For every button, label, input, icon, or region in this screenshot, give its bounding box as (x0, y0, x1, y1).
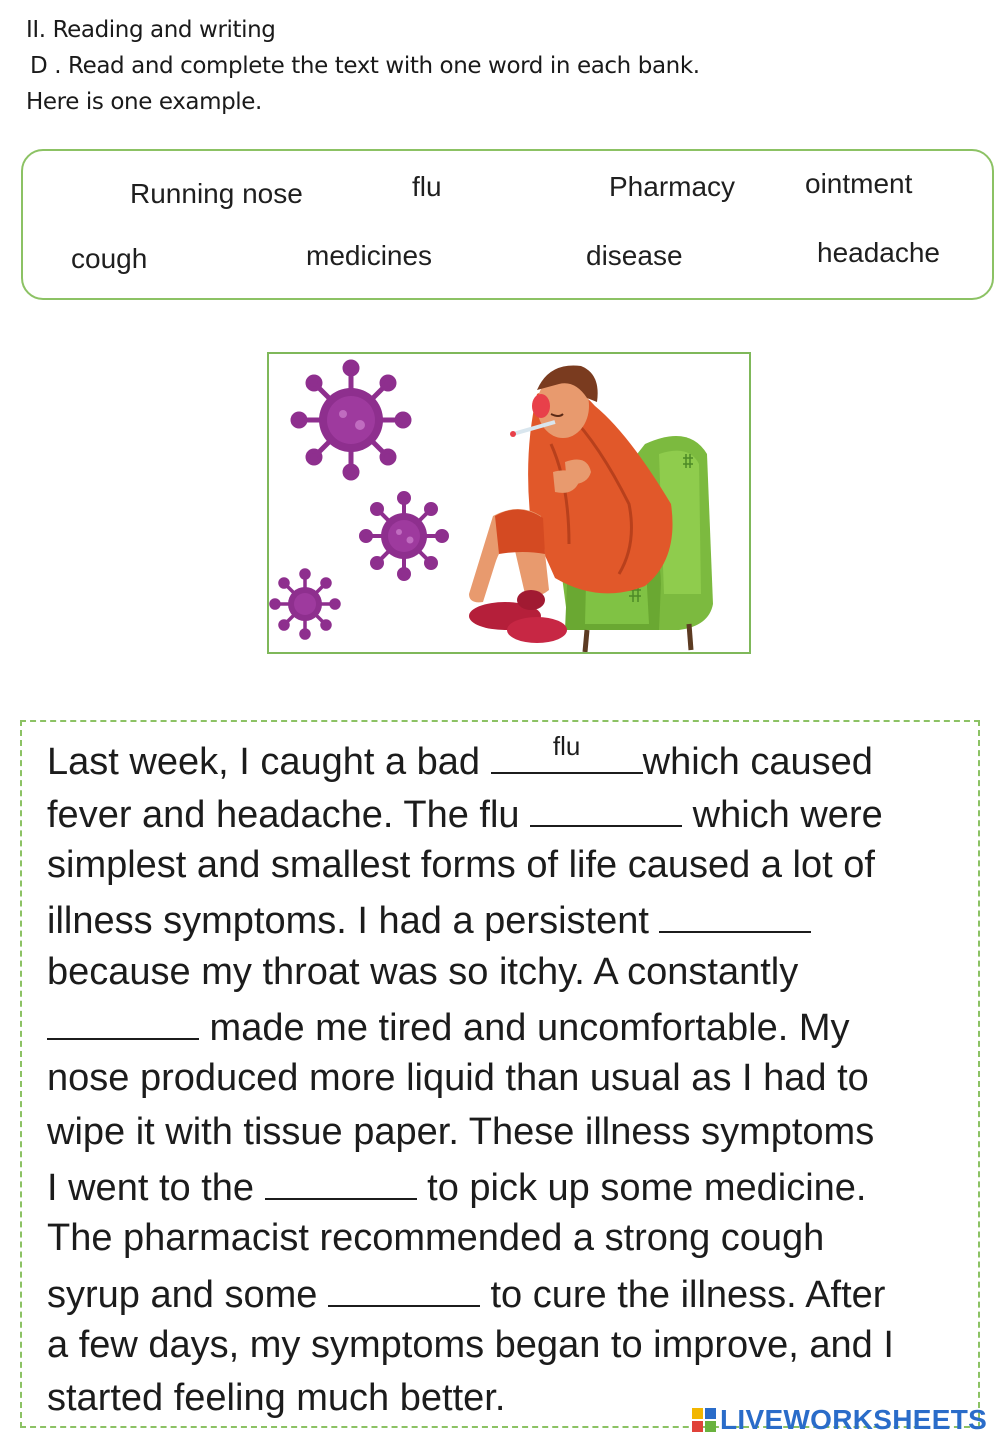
passage-line: fever and headache. The flu which were (47, 791, 883, 837)
liveworksheets-branding (692, 1402, 987, 1438)
word-option[interactable]: cough (71, 243, 148, 274)
answer-blank[interactable] (47, 1004, 199, 1040)
word-option[interactable]: ointment (805, 168, 913, 199)
passage-line: a few days, my symptoms began to improve, and I (47, 1324, 894, 1366)
passage-line: I went to the to pick up some medicine. (47, 1164, 866, 1210)
answer-blank[interactable] (530, 791, 682, 827)
answer-blank[interactable] (491, 731, 643, 774)
sick-man-illustration (269, 354, 749, 652)
passage-line: wipe it with tissue paper. These illness symptoms (47, 1111, 875, 1153)
passage-line: made me tired and uncomfortable. My (47, 1004, 850, 1050)
section-heading: II. Reading and writing (26, 17, 276, 43)
passage-line: The pharmacist recommended a strong cough (47, 1217, 825, 1259)
word-option[interactable]: headache (817, 237, 941, 268)
word-option[interactable]: Pharmacy (609, 171, 736, 202)
passage-line: illness symptoms. I had a persistent (47, 897, 811, 943)
word-option[interactable]: medicines (306, 240, 433, 271)
word-option[interactable]: disease (586, 240, 683, 271)
passage-line: syrup and some to cure the illness. After (47, 1271, 885, 1317)
word-option[interactable]: flu (412, 171, 442, 202)
illustration (267, 352, 751, 654)
brand-name: LIVEWORKSHEETS (720, 1404, 988, 1435)
virus-icon (293, 362, 409, 478)
answer-blank[interactable] (659, 897, 811, 933)
virus-icon (361, 493, 447, 579)
passage-line: simplest and smallest forms of life caused a lot of (47, 844, 875, 886)
passage-line: because my throat was so itchy. A constantly (47, 951, 799, 993)
word-option[interactable]: Running nose (130, 178, 303, 209)
word-bank (21, 149, 994, 300)
liveworksheets-logo-icon (692, 1408, 716, 1432)
answer-blank[interactable] (328, 1271, 480, 1307)
passage-line: Last week, I caught a bad flu which caused (47, 731, 873, 783)
instruction-text: D . Read and complete the text with one word in each bank. (30, 53, 700, 79)
example-note: Here is one example. (26, 89, 262, 115)
answer-text: flu (552, 731, 581, 761)
answer-blank[interactable] (265, 1164, 417, 1200)
passage-line: started feeling much better. (47, 1377, 506, 1419)
virus-icon (271, 570, 339, 638)
reading-passage (20, 720, 980, 1428)
passage-line: nose produced more liquid than usual as I had to (47, 1057, 869, 1099)
